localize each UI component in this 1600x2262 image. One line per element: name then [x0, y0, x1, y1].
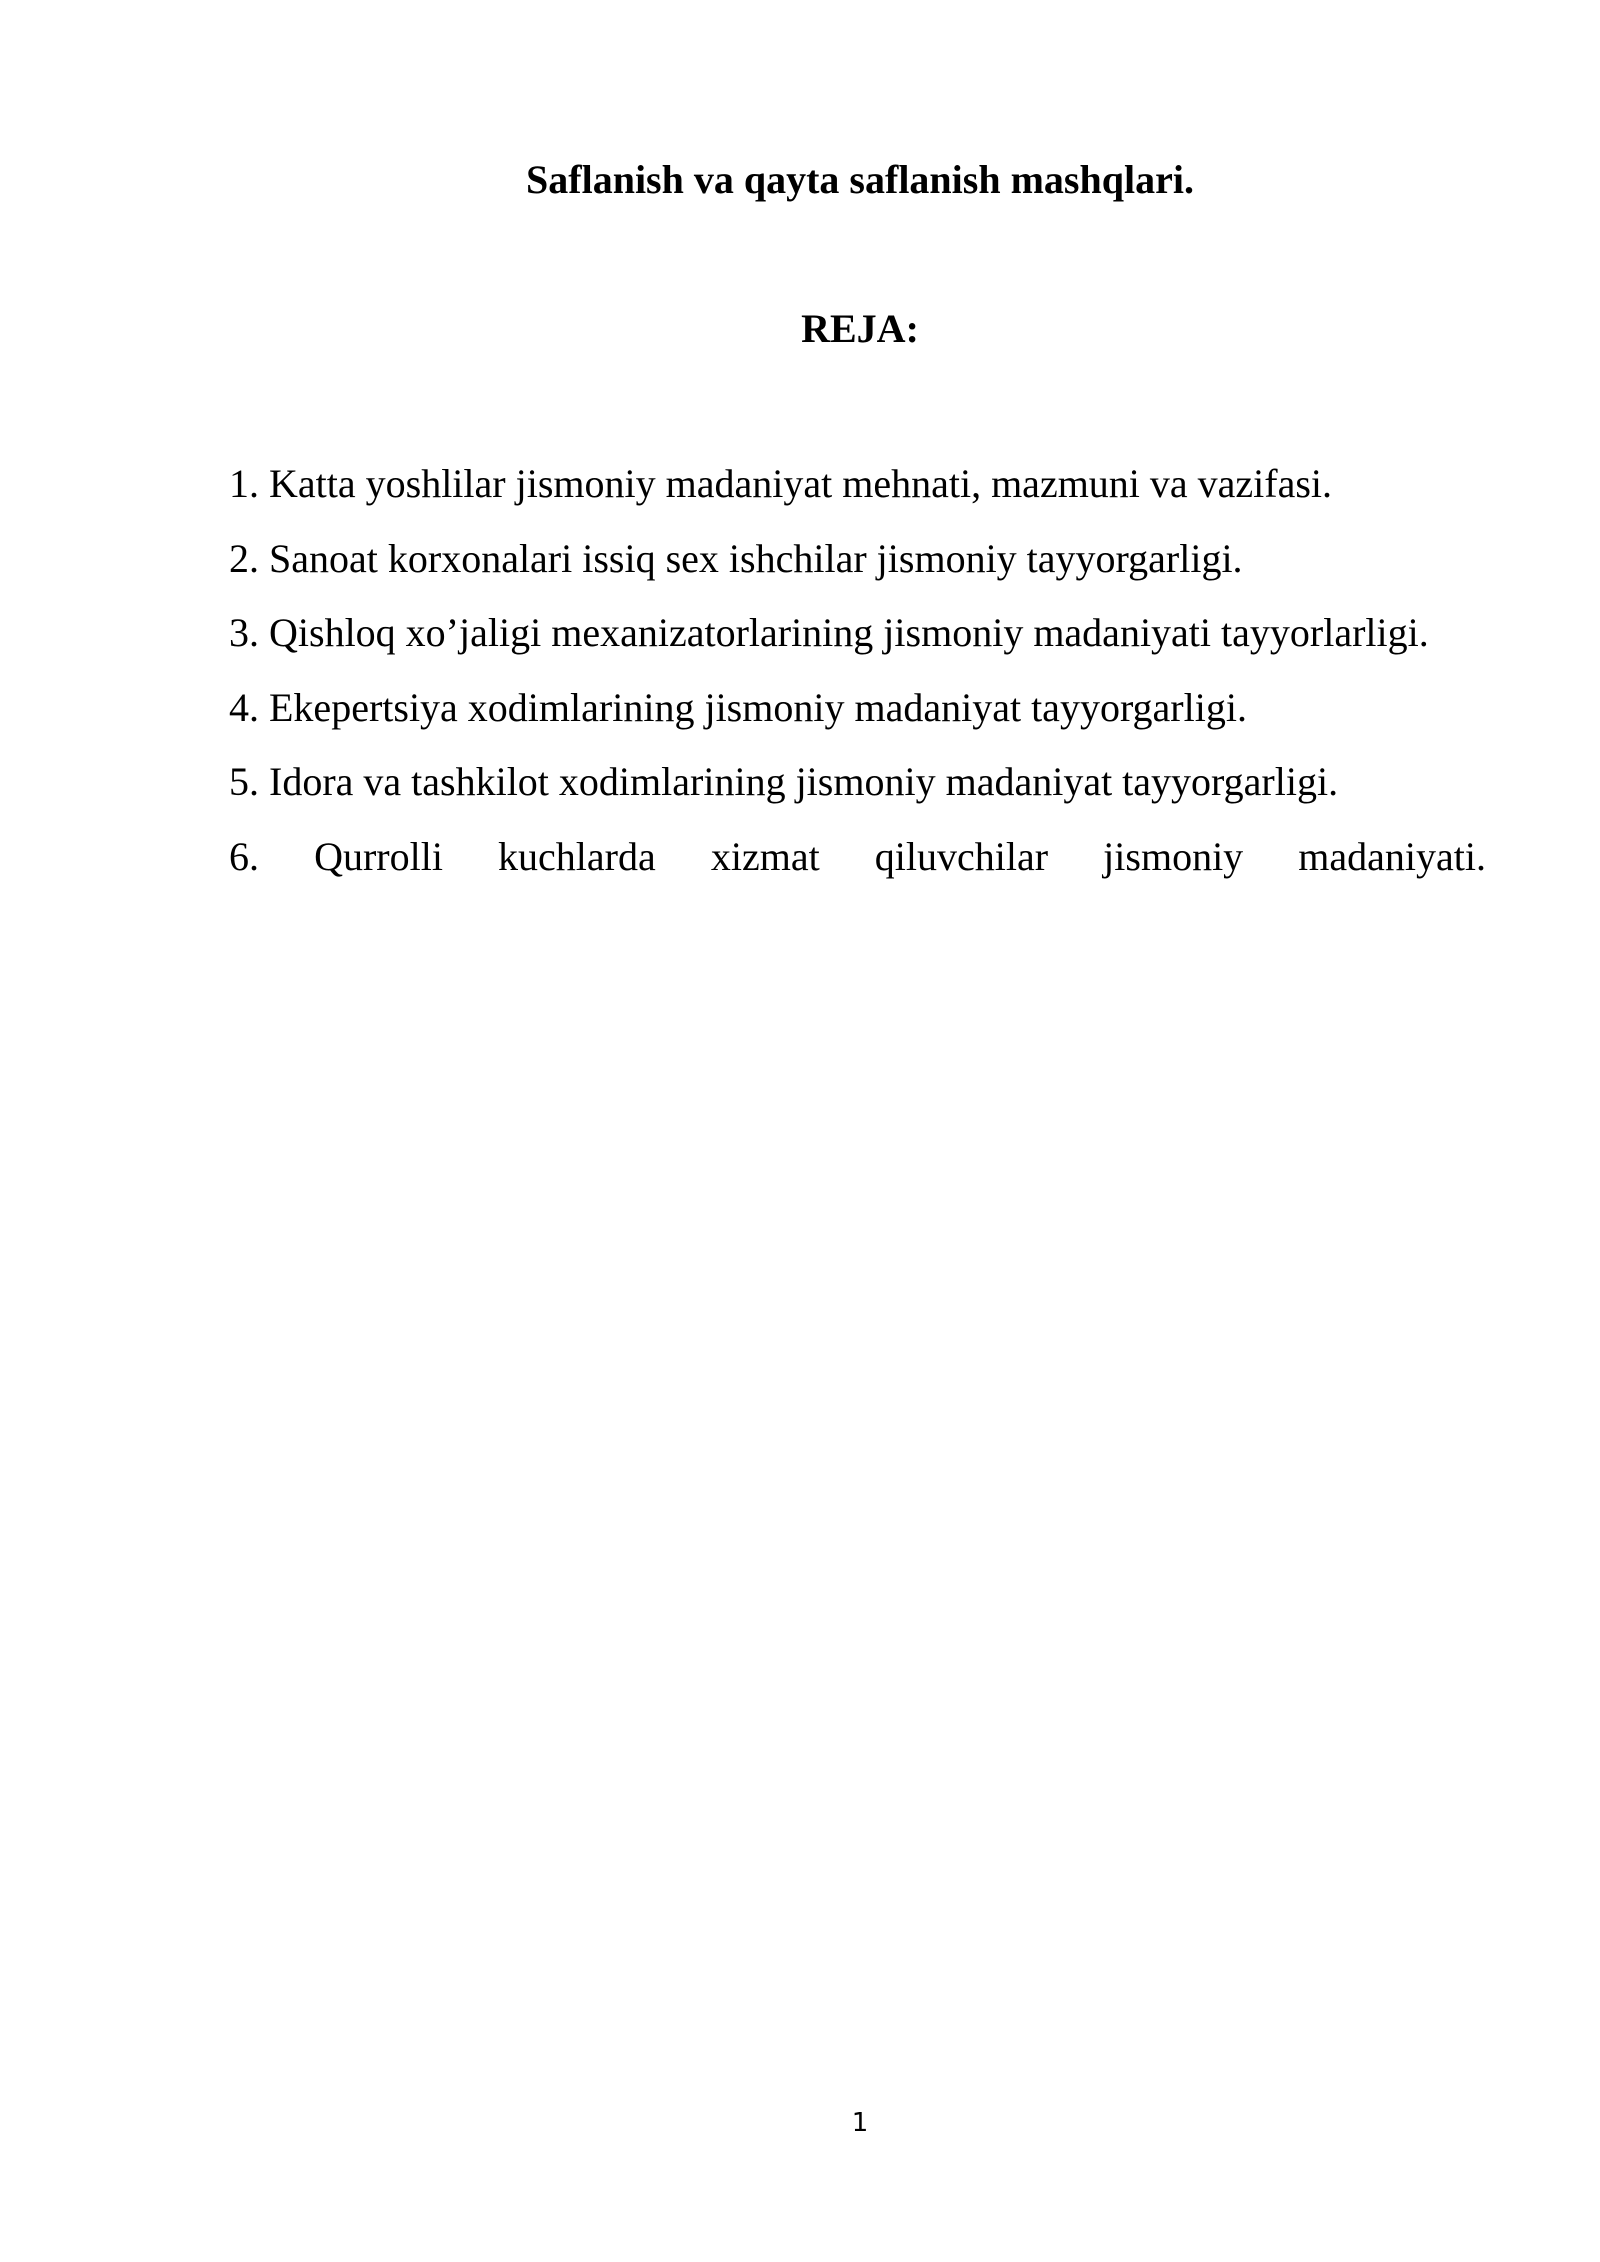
plan-item: 2. Sanoat korxonalari issiq sex ishchilar jismoniy tayyorgarligi. — [229, 535, 1243, 581]
document-title: Saflanish va qayta saflanish mashqlari. — [526, 157, 1194, 202]
plan-item: 4. Ekepertsiya xodimlarining jismoniy madaniyat tayyorgarligi. — [229, 684, 1247, 730]
plan-heading: REJA: — [801, 306, 919, 351]
page-number: 1 — [851, 2108, 869, 2138]
plan-item: 1. Katta yoshlilar jismoniy madaniyat mehnati, mazmuni va vazifasi. — [229, 461, 1333, 506]
plan-item: 5. Idora va tashkilot xodimlarining jismoniy madaniyat tayyorgarligi. — [229, 759, 1339, 804]
plan-item: 3. Qishloq xo’jaligi mexanizatorlarining jismoniy madaniyati tayyorlarligi. — [229, 610, 1429, 655]
plan-list — [229, 447, 1486, 894]
plan-item: 6. Qurrolli kuchlarda xizmat qiluvchilar jismoniy madaniyati. — [229, 833, 1486, 879]
